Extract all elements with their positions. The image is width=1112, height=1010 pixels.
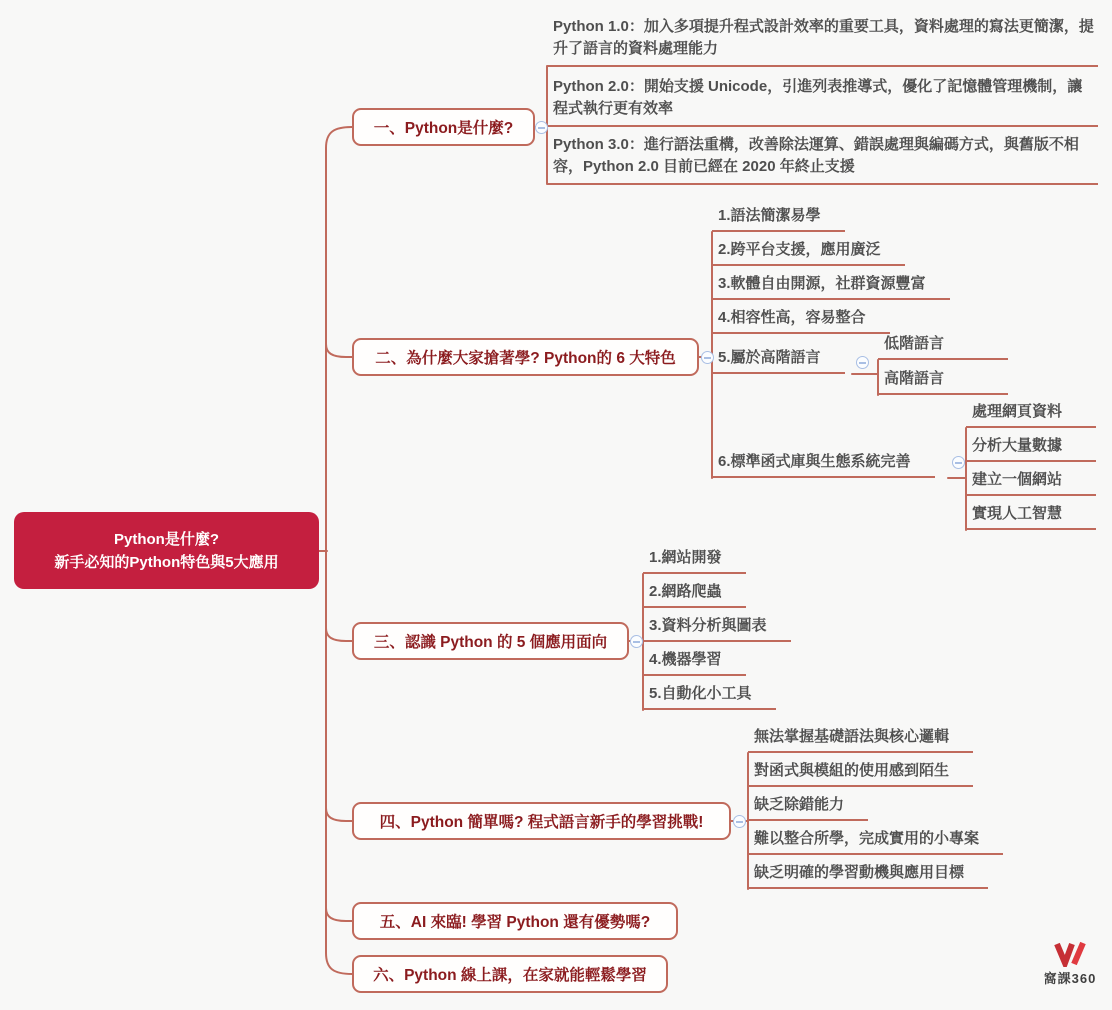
branch-3-topic[interactable]: 三、認識 Python 的 5 個應用面向: [352, 622, 629, 660]
branch4-elbow: [326, 808, 352, 821]
branch-6-topic[interactable]: 六、Python 線上課，在家就能輕鬆學習: [352, 955, 668, 993]
branch4-collapse-button[interactable]: [733, 815, 746, 828]
minus-icon: [955, 462, 962, 464]
minus-icon: [736, 821, 743, 823]
low-level-language-leaf[interactable]: 低階語言: [878, 332, 1008, 360]
feature6-collapse-button[interactable]: [952, 456, 965, 469]
feature-2-leaf[interactable]: 2.跨平台支援，應用廣泛: [712, 238, 905, 266]
feature-4-leaf[interactable]: 4.相容性高，容易整合: [712, 306, 890, 334]
feature-5-leaf[interactable]: 5.屬於高階語言: [712, 346, 845, 374]
challenge-4-leaf[interactable]: 難以整合所學，完成實用的小專案: [748, 827, 1003, 855]
ai-leaf[interactable]: 實現人工智慧: [966, 502, 1096, 530]
app-5-leaf[interactable]: 5.自動化小工具: [643, 682, 776, 710]
branch-4-topic[interactable]: 四、Python 簡單嗎? 程式語言新手的學習挑戰!: [352, 802, 731, 840]
minus-icon: [538, 127, 545, 129]
challenge-1-leaf[interactable]: 無法掌握基礎語法與核心邏輯: [748, 725, 973, 753]
big-data-leaf[interactable]: 分析大量數據: [966, 434, 1096, 462]
root-title-line1: Python是什麼?: [114, 530, 219, 548]
high-level-language-leaf[interactable]: 高階語言: [878, 367, 1008, 395]
branch3-collapse-button[interactable]: [630, 635, 643, 648]
web-data-leaf[interactable]: 處理網頁資料: [966, 400, 1096, 428]
trunk-line: [326, 127, 352, 974]
minus-icon: [633, 641, 640, 643]
app-4-leaf[interactable]: 4.機器學習: [643, 648, 746, 676]
root-topic[interactable]: [14, 512, 319, 589]
website-leaf[interactable]: 建立一個網站: [966, 468, 1096, 496]
app-1-leaf[interactable]: 1.網站開發: [643, 546, 746, 574]
python-1.0-leaf[interactable]: Python 1.0：加入多項提升程式設計效率的重要工具，資料處理的寫法更簡潔，提升了語言的資料處理能力: [547, 16, 1098, 67]
challenge-2-leaf[interactable]: 對函式與模組的使用感到陌生: [748, 759, 973, 787]
branch2-elbow: [326, 344, 352, 357]
branch1-collapse-button[interactable]: [535, 121, 548, 134]
branch2-collapse-button[interactable]: [701, 351, 714, 364]
app-2-leaf[interactable]: 2.網路爬蟲: [643, 580, 746, 608]
branch-2-topic[interactable]: 二、為什麼大家搶著學? Python的 6 大特色: [352, 338, 699, 376]
root-title-line2: 新手必知的Python特色與5大應用: [54, 553, 279, 571]
feature-1-leaf[interactable]: 1.語法簡潔易學: [712, 204, 845, 232]
branch-5-topic[interactable]: 五、AI 來臨! 學習 Python 還有優勢嗎?: [352, 902, 678, 940]
watermark: [1028, 941, 1112, 987]
feature-3-leaf[interactable]: 3.軟體自由開源，社群資源豐富: [712, 272, 950, 300]
minus-icon: [704, 357, 711, 359]
feature-6-leaf[interactable]: 6.標準函式庫與生態系統完善: [712, 450, 935, 478]
python-3.0-leaf[interactable]: Python 3.0：進行語法重構，改善除法運算、錯誤處理與編碼方式，與舊版不相容，Python 2.0 目前已經在 2020 年終止支援: [547, 134, 1098, 185]
watermark-brand-text: 窩課360: [1043, 971, 1097, 986]
challenge-3-leaf[interactable]: 缺乏除錯能力: [748, 793, 868, 821]
minus-icon: [859, 362, 866, 364]
branch-1-topic[interactable]: 一、Python是什麼?: [352, 108, 535, 146]
branch5-elbow: [326, 908, 352, 921]
python-2.0-leaf[interactable]: Python 2.0：開始支援 Unicode，引進列表推導式，優化了記憶體管理機制，讓程式執行更有效率: [547, 76, 1098, 127]
feature5-collapse-button[interactable]: [856, 356, 869, 369]
branch3-elbow: [326, 628, 352, 641]
challenge-5-leaf[interactable]: 缺乏明確的學習動機與應用目標: [748, 861, 988, 889]
wokeclass-logo-icon: [1050, 941, 1090, 967]
app-3-leaf[interactable]: 3.資料分析與圖表: [643, 614, 791, 642]
